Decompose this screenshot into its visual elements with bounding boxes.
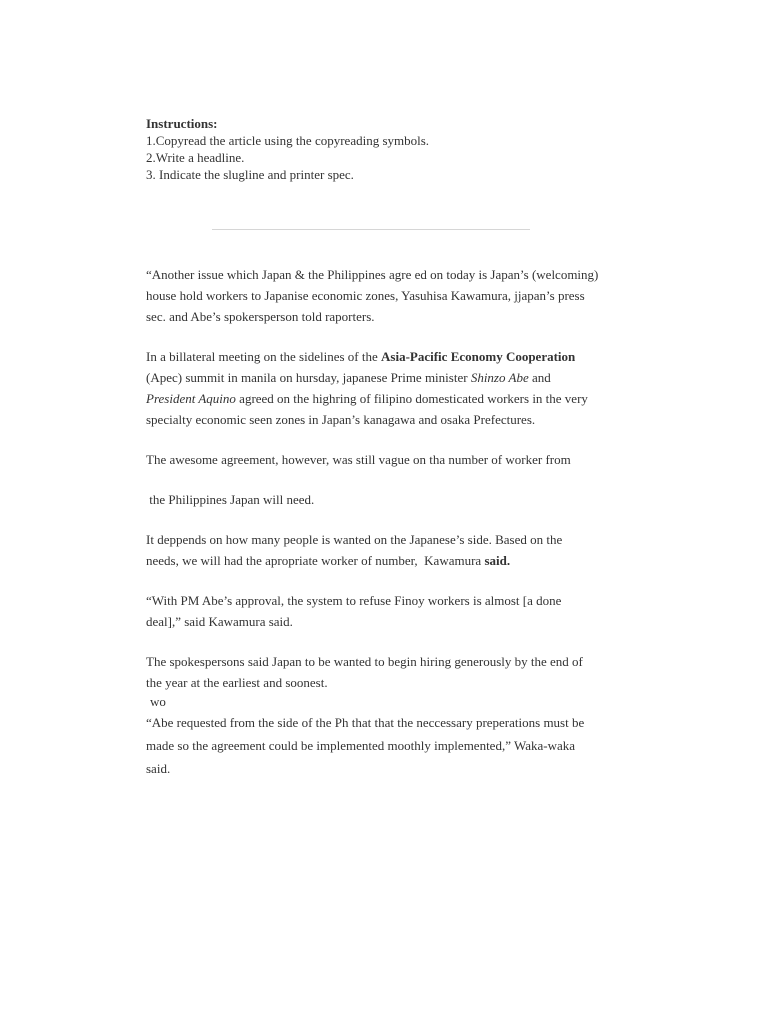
- text-line: needs, we will had the apropriate worker of number, Kawamura said.: [146, 553, 511, 568]
- text-line: said.: [146, 761, 171, 776]
- paragraph-2: [146, 346, 636, 430]
- apec-name-bold: Asia-Pacific Economy Cooperation: [381, 349, 576, 364]
- text-line: “With PM Abe’s approval, the system to refuse Finoy workers is almost [a done: [146, 593, 562, 608]
- instructions-block: [146, 115, 429, 183]
- instruction-item: 2.Write a headline.: [146, 150, 245, 165]
- text-line: In a billateral meeting on the sidelines of the Asia-Pacific Economy Cooperation: [146, 349, 576, 364]
- text-line: deal],” said Kawamura said.: [146, 614, 293, 629]
- instructions-heading: Instructions:: [146, 116, 218, 131]
- text-line: The awesome agreement, however, was still vague on tha number of worker from: [146, 452, 571, 467]
- text-line: “Another issue which Japan & the Philippines agre ed on today is Japan’s (welcoming): [146, 267, 599, 282]
- paragraph-1: [146, 264, 636, 327]
- text-line: “Abe requested from the side of the Ph that that the neccessary preperations must be: [146, 715, 585, 730]
- stray-text: wo: [150, 694, 166, 709]
- paragraph-5: [146, 529, 636, 571]
- text-line: sec. and Abe’s spokersperson told raporters.: [146, 309, 375, 324]
- text-line: house hold workers to Japanise economic zones, Yasuhisa Kawamura, jjapan’s press: [146, 288, 585, 303]
- text-line: made so the agreement could be implemented moothly implemented,” Waka-waka: [146, 738, 576, 753]
- text-line: The spokespersons said Japan to be wanted to begin hiring generously by the end of: [146, 654, 583, 669]
- paragraph-6: [146, 590, 636, 632]
- horizontal-divider: [212, 229, 530, 230]
- paragraph-7: [146, 651, 636, 693]
- text-line: specialty economic seen zones in Japan’s kanagawa and osaka Prefectures.: [146, 412, 536, 427]
- article-body: [146, 264, 636, 780]
- text-line: It deppends on how many people is wanted on the Japanese’s side. Based on the: [146, 532, 563, 547]
- instruction-item: 1.Copyread the article using the copyreading symbols.: [146, 133, 430, 148]
- paragraph-4: [146, 489, 636, 510]
- paragraph-3: [146, 449, 636, 470]
- text-line: President Aquino agreed on the highring of filipino domesticated workers in the very: [146, 391, 588, 406]
- text-line: (Apec) summit in manila on hursday, japanese Prime minister Shinzo Abe and: [146, 370, 551, 385]
- text-line: the year at the earliest and soonest.: [146, 675, 328, 690]
- paragraph-8: [146, 711, 636, 780]
- instruction-item: 3. Indicate the slugline and printer spec.: [146, 167, 354, 182]
- text-line: the Philippines Japan will need.: [146, 492, 315, 507]
- abe-name-italic: Shinzo Abe: [470, 370, 529, 385]
- aquino-name-italic: President Aquino: [146, 391, 236, 406]
